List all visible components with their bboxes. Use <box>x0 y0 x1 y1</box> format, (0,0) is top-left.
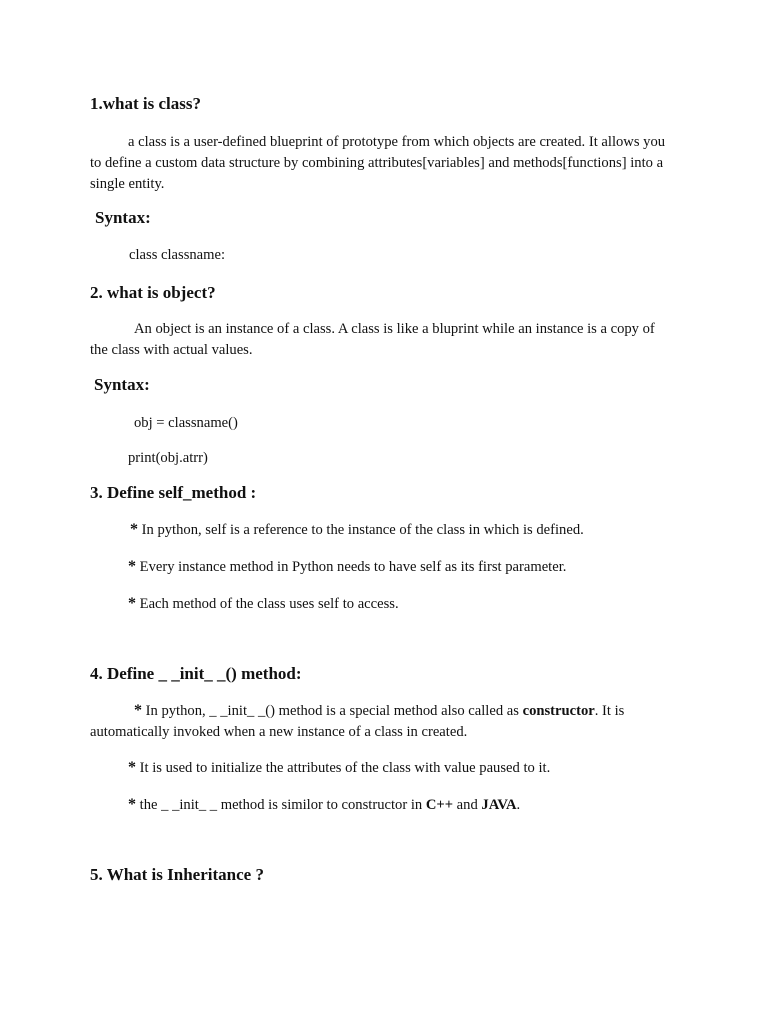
syntax-label-object: Syntax: <box>94 375 150 394</box>
object-definition-paragraph: An object is an instance of a class. A class is like a bluprint while an instance is a copy of the class with actual values. <box>90 321 655 358</box>
bullet-star: * <box>128 759 136 776</box>
bullet-text: Each method of the class uses self to access. <box>139 596 399 612</box>
bullet-text-post: . <box>516 797 521 813</box>
bold-constructor: constructor <box>522 703 595 719</box>
bullet-text-pre: In python, _ _init_ _() method is a special method also called as <box>145 703 523 719</box>
list-item-self-first-parameter <box>128 556 688 578</box>
code-print-obj: print(obj.atrr) <box>128 450 208 466</box>
code-obj-assign: obj = classname() <box>134 415 238 431</box>
heading-define-self-method: 3. Define self_method : <box>90 483 257 502</box>
syntax-label-class: Syntax: <box>95 208 151 227</box>
list-item-self-reference <box>130 519 690 541</box>
bullet-star: * <box>134 702 142 719</box>
bullet-text: It is used to initialize the attributes of the class with value paused to it. <box>139 760 551 776</box>
bullet-text-post: . It is automatically invoked when a new instance of a class in created. <box>90 703 625 740</box>
bullet-text: Every instance method in Python needs to have self as its first parameter. <box>139 559 567 575</box>
class-definition-paragraph: a class is a user-defined blueprint of prototype from which objects are created. It allows you to define a custom data structure by combining attributes[variables] and methods[functions] into a single entity. <box>90 134 666 192</box>
heading-what-is-object: 2. what is object? <box>90 283 216 302</box>
bullet-text: In python, self is a reference to the instance of the class in which is defined. <box>141 522 584 538</box>
heading-define-init-method: 4. Define _ _init_ _() method: <box>90 664 302 683</box>
list-item-init-similar <box>128 794 688 816</box>
bullet-star: * <box>128 595 136 612</box>
bullet-text-pre: the _ _init_ _ method is similor to constructor in <box>139 797 426 813</box>
bold-java: JAVA <box>481 797 517 813</box>
bullet-text-mid: and <box>453 797 482 813</box>
heading-what-is-class: 1.what is class? <box>90 94 201 113</box>
bullet-star: * <box>128 558 136 575</box>
list-item-init-attributes <box>128 757 688 779</box>
list-item-self-access <box>128 593 688 615</box>
bold-cpp: C++ <box>425 797 454 813</box>
list-item-init-constructor <box>90 700 674 743</box>
bullet-star: * <box>128 796 136 813</box>
bullet-star: * <box>130 521 138 538</box>
heading-what-is-inheritance: 5. What is Inheritance ? <box>90 865 264 884</box>
code-class-classname: class classname: <box>129 247 226 263</box>
